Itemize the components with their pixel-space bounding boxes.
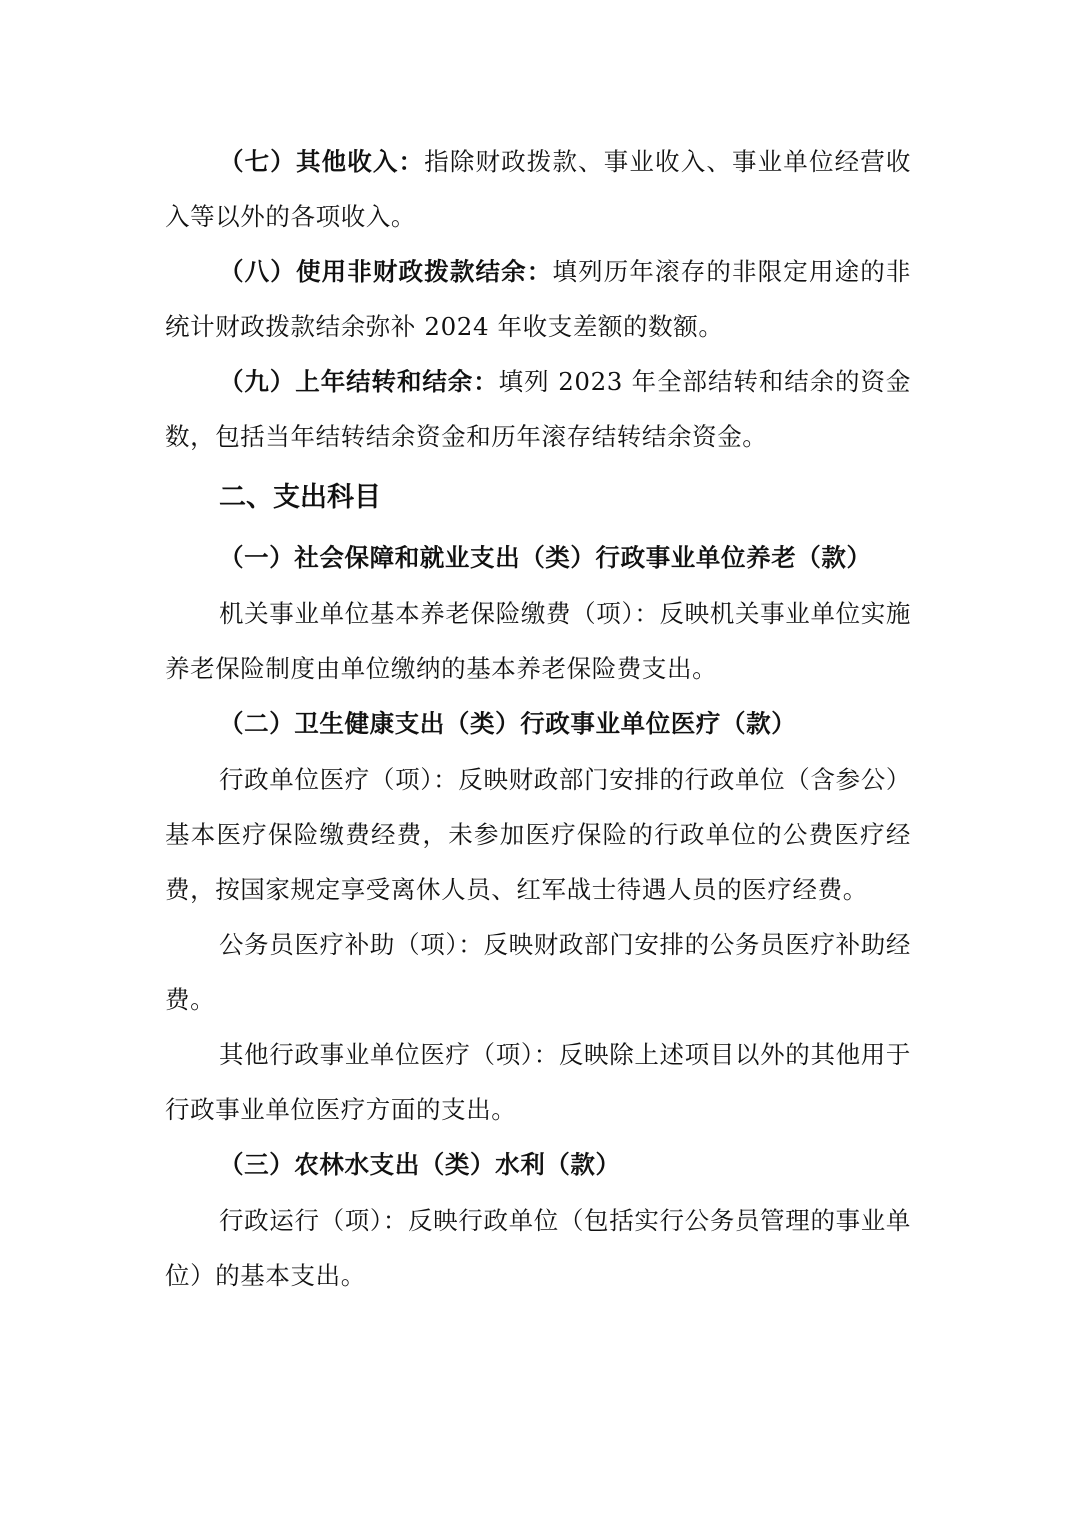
- document-page: [165, 134, 911, 1303]
- income-item-text: 填列 2023 年全部结转和结余的资金数，包括当年结转结余资金和历年滚存结转结余资金。: [165, 367, 911, 451]
- expenditure-item-paragraph: 公务员医疗补助（项）：反映财政部门安排的公务员医疗补助经费。: [165, 930, 911, 1014]
- expenditure-category-heading: （一）社会保障和就业支出（类）行政事业单位养老（款）: [219, 543, 872, 572]
- income-item-prior-year-carryover: [165, 354, 911, 464]
- expenditure-category-heading: （二）卫生健康支出（类）行政事业单位医疗（款）: [219, 709, 797, 738]
- expenditure-item-paragraph: 行政运行（项）：反映行政单位（包括实行公务员管理的事业单位）的基本支出。: [165, 1206, 911, 1290]
- income-item-title: （七）其他收入：: [219, 147, 425, 176]
- expenditure-category-heading: （三）农林水支出（类）水利（款）: [219, 1150, 621, 1179]
- income-item-text: 指除财政拨款、事业收入、事业单位经营收入等以外的各项收入。: [165, 147, 911, 231]
- expenditure-item-paragraph: 机关事业单位基本养老保险缴费（项）：反映机关事业单位实施养老保险制度由单位缴纳的基本养老保险费支出。: [165, 599, 911, 683]
- income-item-text: 填列历年滚存的非限定用途的非统计财政拨款结余弥补 2024 年收支差额的数额。: [165, 257, 911, 341]
- expenditure-item-paragraph: 行政单位医疗（项）：反映财政部门安排的行政单位（含参公） 基本医疗保险缴费经费，未参加医疗保险的行政单位的公费医疗经费，按国家规定享受离休人员、红军战士待遇人员的医疗经费。: [165, 765, 911, 904]
- income-item-title: （八）使用非财政拨款结余：: [219, 257, 553, 286]
- income-item-other-income: [165, 134, 911, 244]
- expenditure-item-paragraph: 其他行政事业单位医疗（项）：反映除上述项目以外的其他用于行政事业单位医疗方面的支出。: [165, 1040, 911, 1124]
- income-item-title: （九）上年结转和结余：: [219, 367, 499, 396]
- income-item-non-fiscal-balance: [165, 244, 911, 354]
- section-heading-expenditure: 二、支出科目: [219, 482, 381, 513]
